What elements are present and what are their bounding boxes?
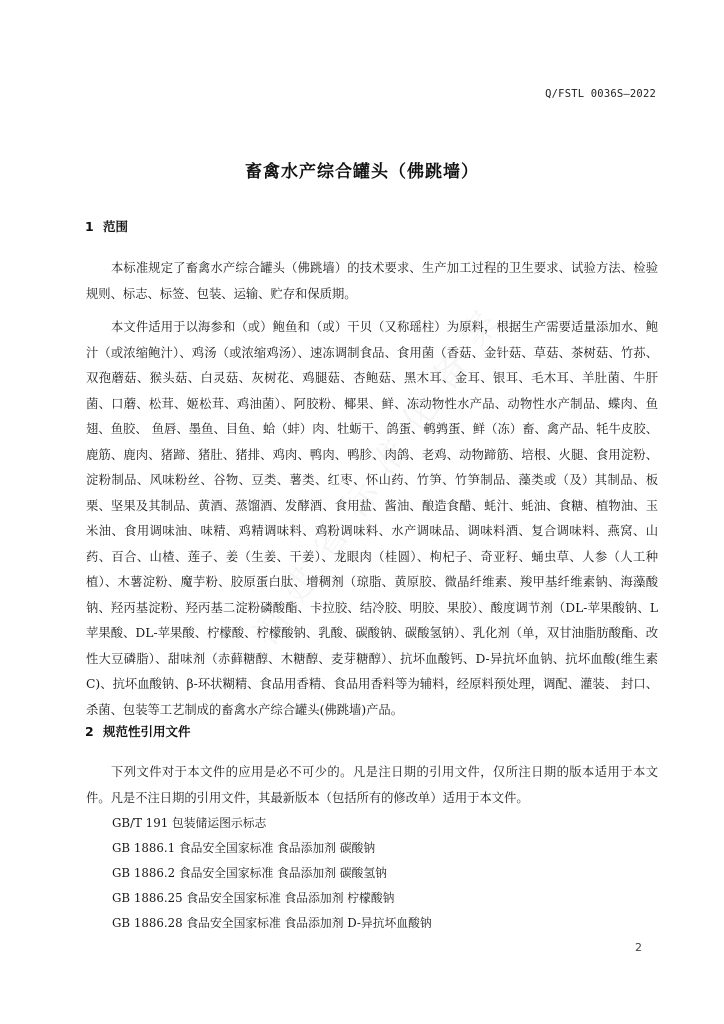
section-1-heading: [85, 217, 128, 235]
scope-paragraph: 本标准规定了畜禽水产综合罐头（佛跳墙）的技术要求、生产加工过程的卫生要求、试验方法、检验规则、标志、标签、包装、运输、贮存和保质期。: [86, 261, 658, 301]
section-2-heading: [85, 722, 191, 740]
reference-list: [112, 811, 432, 936]
section-1-title: 范围: [103, 219, 129, 234]
reference-item: GB 1886.25 食品安全国家标准 食品添加剂 柠檬酸钠: [112, 891, 395, 905]
section-1-number: 1: [85, 219, 94, 234]
reference-item: GB 1886.2 食品安全国家标准 食品添加剂 碳酸氢钠: [112, 866, 387, 880]
reference-item: GB 1886.28 食品安全国家标准 食品添加剂 D-异抗坏血酸钠: [112, 916, 432, 930]
applicability-paragraph: 本文件适用于以海参和（或）鲍鱼和（或）干贝（又称瑶柱）为原料，根据生产需要适量添加水、鲍汁（或浓缩鲍汁）、鸡汤（或浓缩鸡汤）、速冻调制食品、食用菌（香菇、金针菇、草菇、茶树菇、竹荪、双孢蘑菇、猴头菇、白灵菇、灰树花、鸡腿菇、杏鲍菇、黑木耳、金耳、银耳、毛木耳、羊肚菌、牛肝菌、口蘑、松茸、姬松茸、鸡油菌）、阿胶粉、椰果、鲜、冻动物性水产品、动物性水产制品、蝶肉、鱼翅、鱼胶、 鱼唇、墨鱼、目鱼、蛤（蚌）肉、牡蛎干、鸽蛋、鹌鹑蛋、鲜（冻）畜、禽产品、牦牛皮胶、鹿筋、鹿肉、猪蹄、猪肚、猪排、鸡肉、鸭肉、鸭胗、肉鸽、老鸡、动物蹄筋、培根、火腿、食用淀粉、淀粉制品、风味粉丝、谷物、豆类、薯类、红枣、怀山药、竹笋、竹笋制品、藻类或（及）其制品、板栗、坚果及其制品、黄酒、蒸馏酒、发酵酒、食用盐、酱油、酿造食醋、蚝汁、蚝油、食糖、植物油、玉米油、食用调味油、味精、鸡精调味料、鸡粉调味料、水产调味品、调味料酒、复合调味料、燕窝、山药、百合、山楂、莲子、姜（生姜、干姜）、龙眼肉（桂圆）、枸杞子、奇亚籽、蛹虫草、人参（人工种植）、木薯淀粉、魔芋粉、胶原蛋白肽、增稠剂（琼脂、黄原胶、微晶纤维素、羧甲基纤维素钠、海藻酸钠、羟丙基淀粉、羟丙基二淀粉磷酸酯、卡拉胶、结冷胶、明胶、果胶）、酸度调节剂（DL-苹果酸钠、L苹果酸、DL-苹果酸、柠檬酸、柠檬酸钠、乳酸、碳酸钠、碳酸氢钠）、乳化剂（单，双甘油脂肪酸酯、改性大豆磷脂）、甜味剂（赤藓糖醇、木糖醇、麦芽糖醇）、抗坏血酸钙、D-异抗坏血钠、抗坏血酸(维生素C)、抗坏血酸钠、β-环状糊精、食品用香精、食品用香料等为辅料，经原料预处理，调配、灌装、 封口、杀菌、包装等工艺制成的畜禽水产综合罐头(佛跳墙)产品。: [86, 320, 658, 717]
reference-item: GB/T 191 包装储运图示标志: [112, 816, 267, 830]
section-2-number: 2: [85, 724, 94, 739]
page-number: 2: [635, 941, 642, 954]
section-2-title: 规范性引用文件: [103, 724, 191, 739]
document-title: 畜禽水产综合罐头（佛跳墙）: [245, 162, 479, 182]
reference-item: GB 1886.1 食品安全国家标准 食品添加剂 碳酸钠: [112, 841, 376, 855]
document-code: Q/FSTL 0036S—2022: [545, 88, 656, 100]
normative-references-paragraph: 下列文件对于本文件的应用是必不可少的。凡是注日期的引用文件，仅所注日期的版本适用于本文件。凡是不注日期的引用文件，其最新版本（包括所有的修改单）适用于本文件。: [86, 765, 658, 805]
